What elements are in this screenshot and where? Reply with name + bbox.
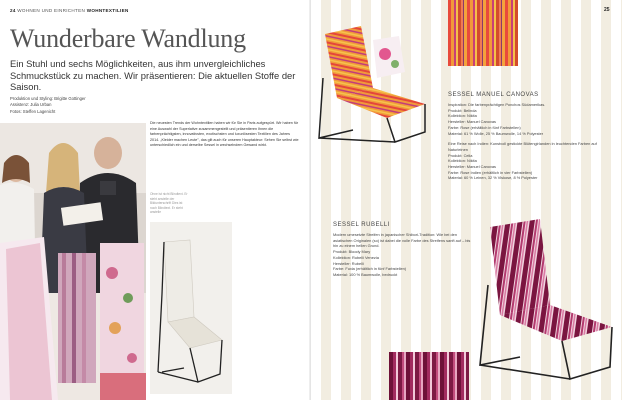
rubelli-collection: Kollektion: Rubelli Venezia [333,254,379,260]
orange-chair-illustration [313,18,443,148]
rubelli-info [333,232,473,278]
rubelli-intro: Modern umesetzte Streifen in japanischer Shibori-Tradition: Wie bei den asiatischen Originalen (so) ist dabei die volle Farbe des Streifens sanft auf – bis hin zu einem hellen Grund. [333,232,471,249]
photo-cream-chair [150,222,232,394]
manuel-second-collection: Kollektion: Nikita [448,158,477,164]
folio-right: 25 [604,7,610,13]
deck-text: Ein Stuhl und sechs Möglichkeiten, aus ihm unvergleichliches Schmuckstück zu machen. Wir präsentieren: Die aktuellen Stoffe der Saison. [10,58,296,92]
photo-plum-striped-chair [470,215,620,395]
credits [10,96,86,115]
credit-photos: Fotos: Steffen Lagenicht [10,108,56,114]
manuel-inspiration: Inspiration: Die farbenprächtigen Ponchos Südamerikas. [448,102,546,107]
manuel-canovas-info [448,102,608,181]
people-illustration [0,123,146,400]
manuel-second-intro: Eine Reise nach Indien: Kunstvoll gestickte Blütengirlanden in leuchtenden Farben auf Naturleinen [448,141,597,152]
credit-production: Produktion und Styling: Brigitte Gottinger [10,96,86,101]
small-caption: Ohne ist nicht Blindtext. Er steht anstelle der Bildunterschrift Dies ist noch Blindtext. Er steht anstelle [150,192,188,215]
manuel-collection: Kollektion: Nikita [448,113,477,119]
swatch-striped-fabric [448,0,518,66]
manuel-second-material: Material: 60 % Leinen, 32 % Viskose, 8 % Polyester [448,175,538,181]
photo-orange-striped-chair [313,18,443,148]
manuel-product: Produkt: Belinda [448,107,477,113]
running-head-section: WOHNEN UND EINRICHTEN [17,8,86,13]
manuel-color: Farbe: Rose (erhältlich in fünf Farbstellen) [448,124,521,130]
credit-assistant: Assistenz: Julia Urban [10,102,52,108]
folio-left: 24 [10,8,16,13]
running-head-topic: WOHNTEXTILIEN [86,8,129,13]
running-head-left [10,8,129,13]
manuel-second-product: Produkt: Celia [448,152,473,158]
manuel-maker: Hersteller: Manuel Canovas [448,119,497,125]
manuel-second-color: Farbe: Rose Indien (erhältlich in vier Farbstellen) [448,169,533,175]
rubelli-material: Material: 100 % Baumwolle, bedruckt [333,271,398,277]
intro-body-text: Die neuesten Trends der Wohntextilien haben wir für Sie in Paris aufgespürt. Wir haben für eine Auswahl der Superlative zusammengestellt und präsentieren Ihnen die farbenprächtigsten, innovativsten, exotischsten und luxuriösesten Textilien des Jahres 2014. „Kleider machen Leute", das gilt auch für unseren Hauptakteur: Sehen Sie selbst wie unterschiedlich ein und derselbe Sessel in wechselndem Gewand wirkt. [150,121,299,148]
rubelli-product: Produkt: Bloody Mary [333,249,371,255]
cream-chair-illustration [150,222,232,394]
swatch-plum-fabric [389,352,469,400]
rubelli-maker: Hersteller: Rubelli [333,260,364,266]
plum-chair-illustration [470,215,620,395]
rubelli-color: Farbe: Fuxia (erhältlich in fünf Farbstellen) [333,266,407,272]
manuel-second-maker: Hersteller: Manuel Canovas [448,164,497,170]
section-title-rubelli: SESSEL RUBELLI [333,222,390,228]
section-title-manuel-canovas: SESSEL MANUEL CANOVAS [448,92,539,98]
headline: Wunderbare Wandlung [10,24,246,53]
manuel-material: Material: 61 % Wolle, 25 % Baumwolle, 14 % Polyester [448,130,544,136]
photo-people-with-fabrics [0,123,146,400]
